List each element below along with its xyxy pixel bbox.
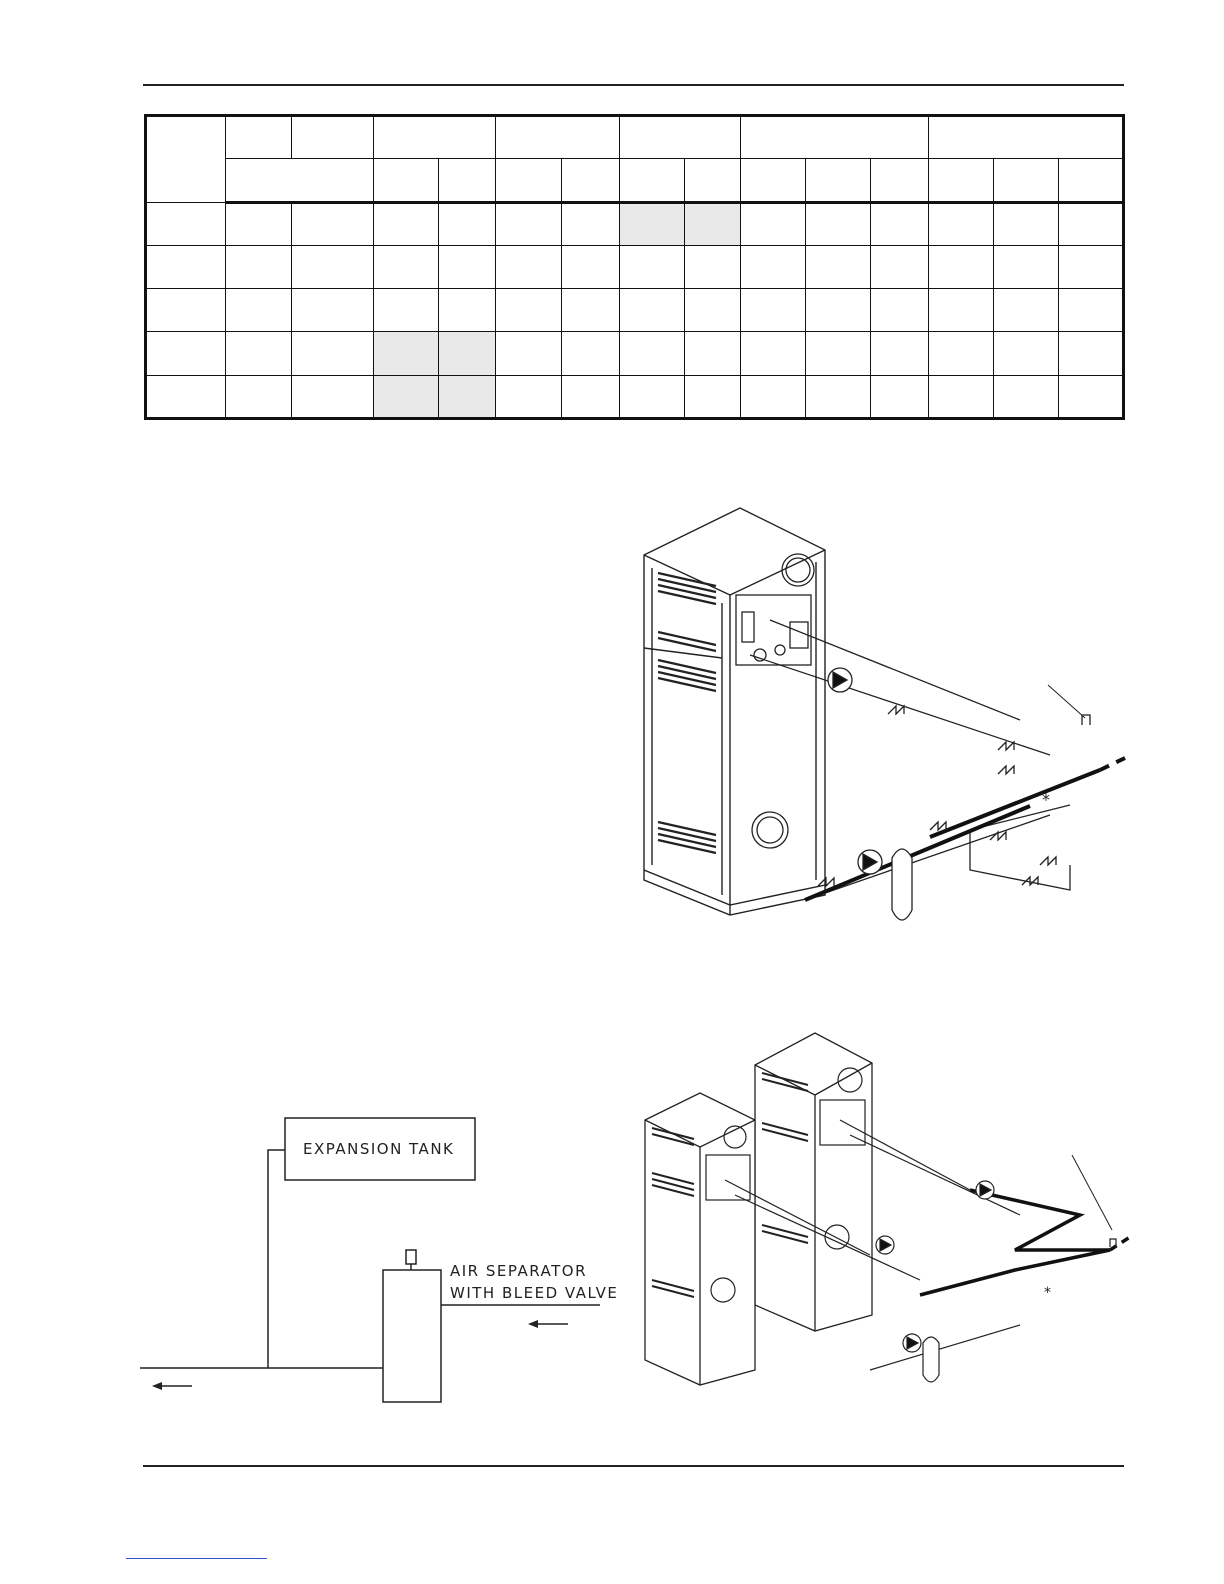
table-cell [929,332,994,375]
table-cell [741,159,806,202]
table-cell [806,332,871,375]
table-cell [374,202,439,245]
table-row [146,245,1124,288]
table-cell [806,202,871,245]
table-cell [620,116,741,159]
table-cell [562,245,620,288]
table-row [146,289,1124,332]
table-cell [226,332,292,375]
bleed-valve-icon [406,1250,416,1264]
table-cell [496,245,562,288]
table-cell [871,245,929,288]
svg-text:*: * [1044,1285,1053,1301]
table-cell [741,289,806,332]
table-cell [439,159,496,202]
table-cell [496,116,620,159]
table-cell [374,159,439,202]
table-cell [994,202,1059,245]
table-cell [929,245,994,288]
table-cell [685,159,741,202]
link-underline [126,1558,267,1559]
table-cell [562,289,620,332]
table-cell [1059,289,1124,332]
table-row [146,375,1124,418]
twin-boiler-piping-diagram [640,1025,1130,1395]
shaded-cell [685,202,741,245]
air-separator-label-line1: AIR SEPARATOR [450,1262,588,1280]
table-cell [685,289,741,332]
table-cell [620,375,685,418]
spec-table [144,114,1125,420]
table-cell [562,202,620,245]
air-separator-label-line2: WITH BLEED VALVE [450,1284,619,1302]
table-cell [374,116,496,159]
table-cell [871,159,929,202]
table-cell [496,289,562,332]
footer-rule [143,1465,1124,1467]
table-cell [994,375,1059,418]
table-cell [994,245,1059,288]
table-cell [496,375,562,418]
table-cell [994,289,1059,332]
table-cell [620,332,685,375]
table-cell [1059,159,1124,202]
table-cell [439,245,496,288]
table-cell [292,332,374,375]
header-rule [143,84,1124,86]
table-cell [146,202,226,245]
table-cell [292,116,374,159]
table-cell [374,245,439,288]
table-cell [620,245,685,288]
table-cell [871,289,929,332]
table-cell [562,332,620,375]
table-cell [741,116,929,159]
table-cell [226,159,374,202]
table-cell [741,332,806,375]
table-cell [685,375,741,418]
table-cell [1059,375,1124,418]
air-separator-schematic [140,1110,630,1420]
flow-arrow-icon [528,1320,538,1328]
table-cell [292,202,374,245]
shaded-cell [439,332,496,375]
table-cell [292,245,374,288]
table-cell [374,289,439,332]
table-cell [146,116,226,203]
table-cell [929,116,1124,159]
table-cell [620,159,685,202]
table-subheader-row [146,159,1124,202]
table-cell [994,332,1059,375]
table-cell [871,332,929,375]
table-cell [226,375,292,418]
table-cell [685,332,741,375]
shaded-cell [439,375,496,418]
table-cell [562,375,620,418]
table-cell [871,375,929,418]
table-cell [929,202,994,245]
table-cell [871,202,929,245]
table-cell [146,289,226,332]
table-cell [994,159,1059,202]
table-cell [292,375,374,418]
table-cell [929,289,994,332]
table-cell [146,245,226,288]
table-cell [741,375,806,418]
flow-arrow-icon [152,1382,162,1390]
table-cell [146,332,226,375]
table-cell [146,375,226,418]
table-cell [226,245,292,288]
table-cell [929,159,994,202]
table-cell [806,375,871,418]
shaded-cell [374,332,439,375]
table-cell [226,116,292,159]
table-cell [1059,245,1124,288]
table-row [146,332,1124,375]
table-cell [741,245,806,288]
table-cell [226,289,292,332]
air-separator-box [383,1270,441,1402]
table-cell [496,202,562,245]
table-cell [439,289,496,332]
table-cell [562,159,620,202]
svg-text:*: * [1042,790,1052,809]
table-cell [496,332,562,375]
expansion-tank-label: EXPANSION TANK [303,1140,455,1158]
shaded-cell [374,375,439,418]
table-cell [292,289,374,332]
table-cell [1059,202,1124,245]
single-boiler-piping-diagram [630,500,1130,930]
table-cell [741,202,806,245]
table-cell [620,289,685,332]
table-cell [439,202,496,245]
table-cell [806,289,871,332]
table-cell [806,245,871,288]
table-cell [496,159,562,202]
table-cell [685,245,741,288]
table-row [146,202,1124,245]
table-cell [226,202,292,245]
table-cell [1059,332,1124,375]
table-header-row [146,116,1124,159]
table-cell [929,375,994,418]
table-cell [806,159,871,202]
shaded-cell [620,202,685,245]
